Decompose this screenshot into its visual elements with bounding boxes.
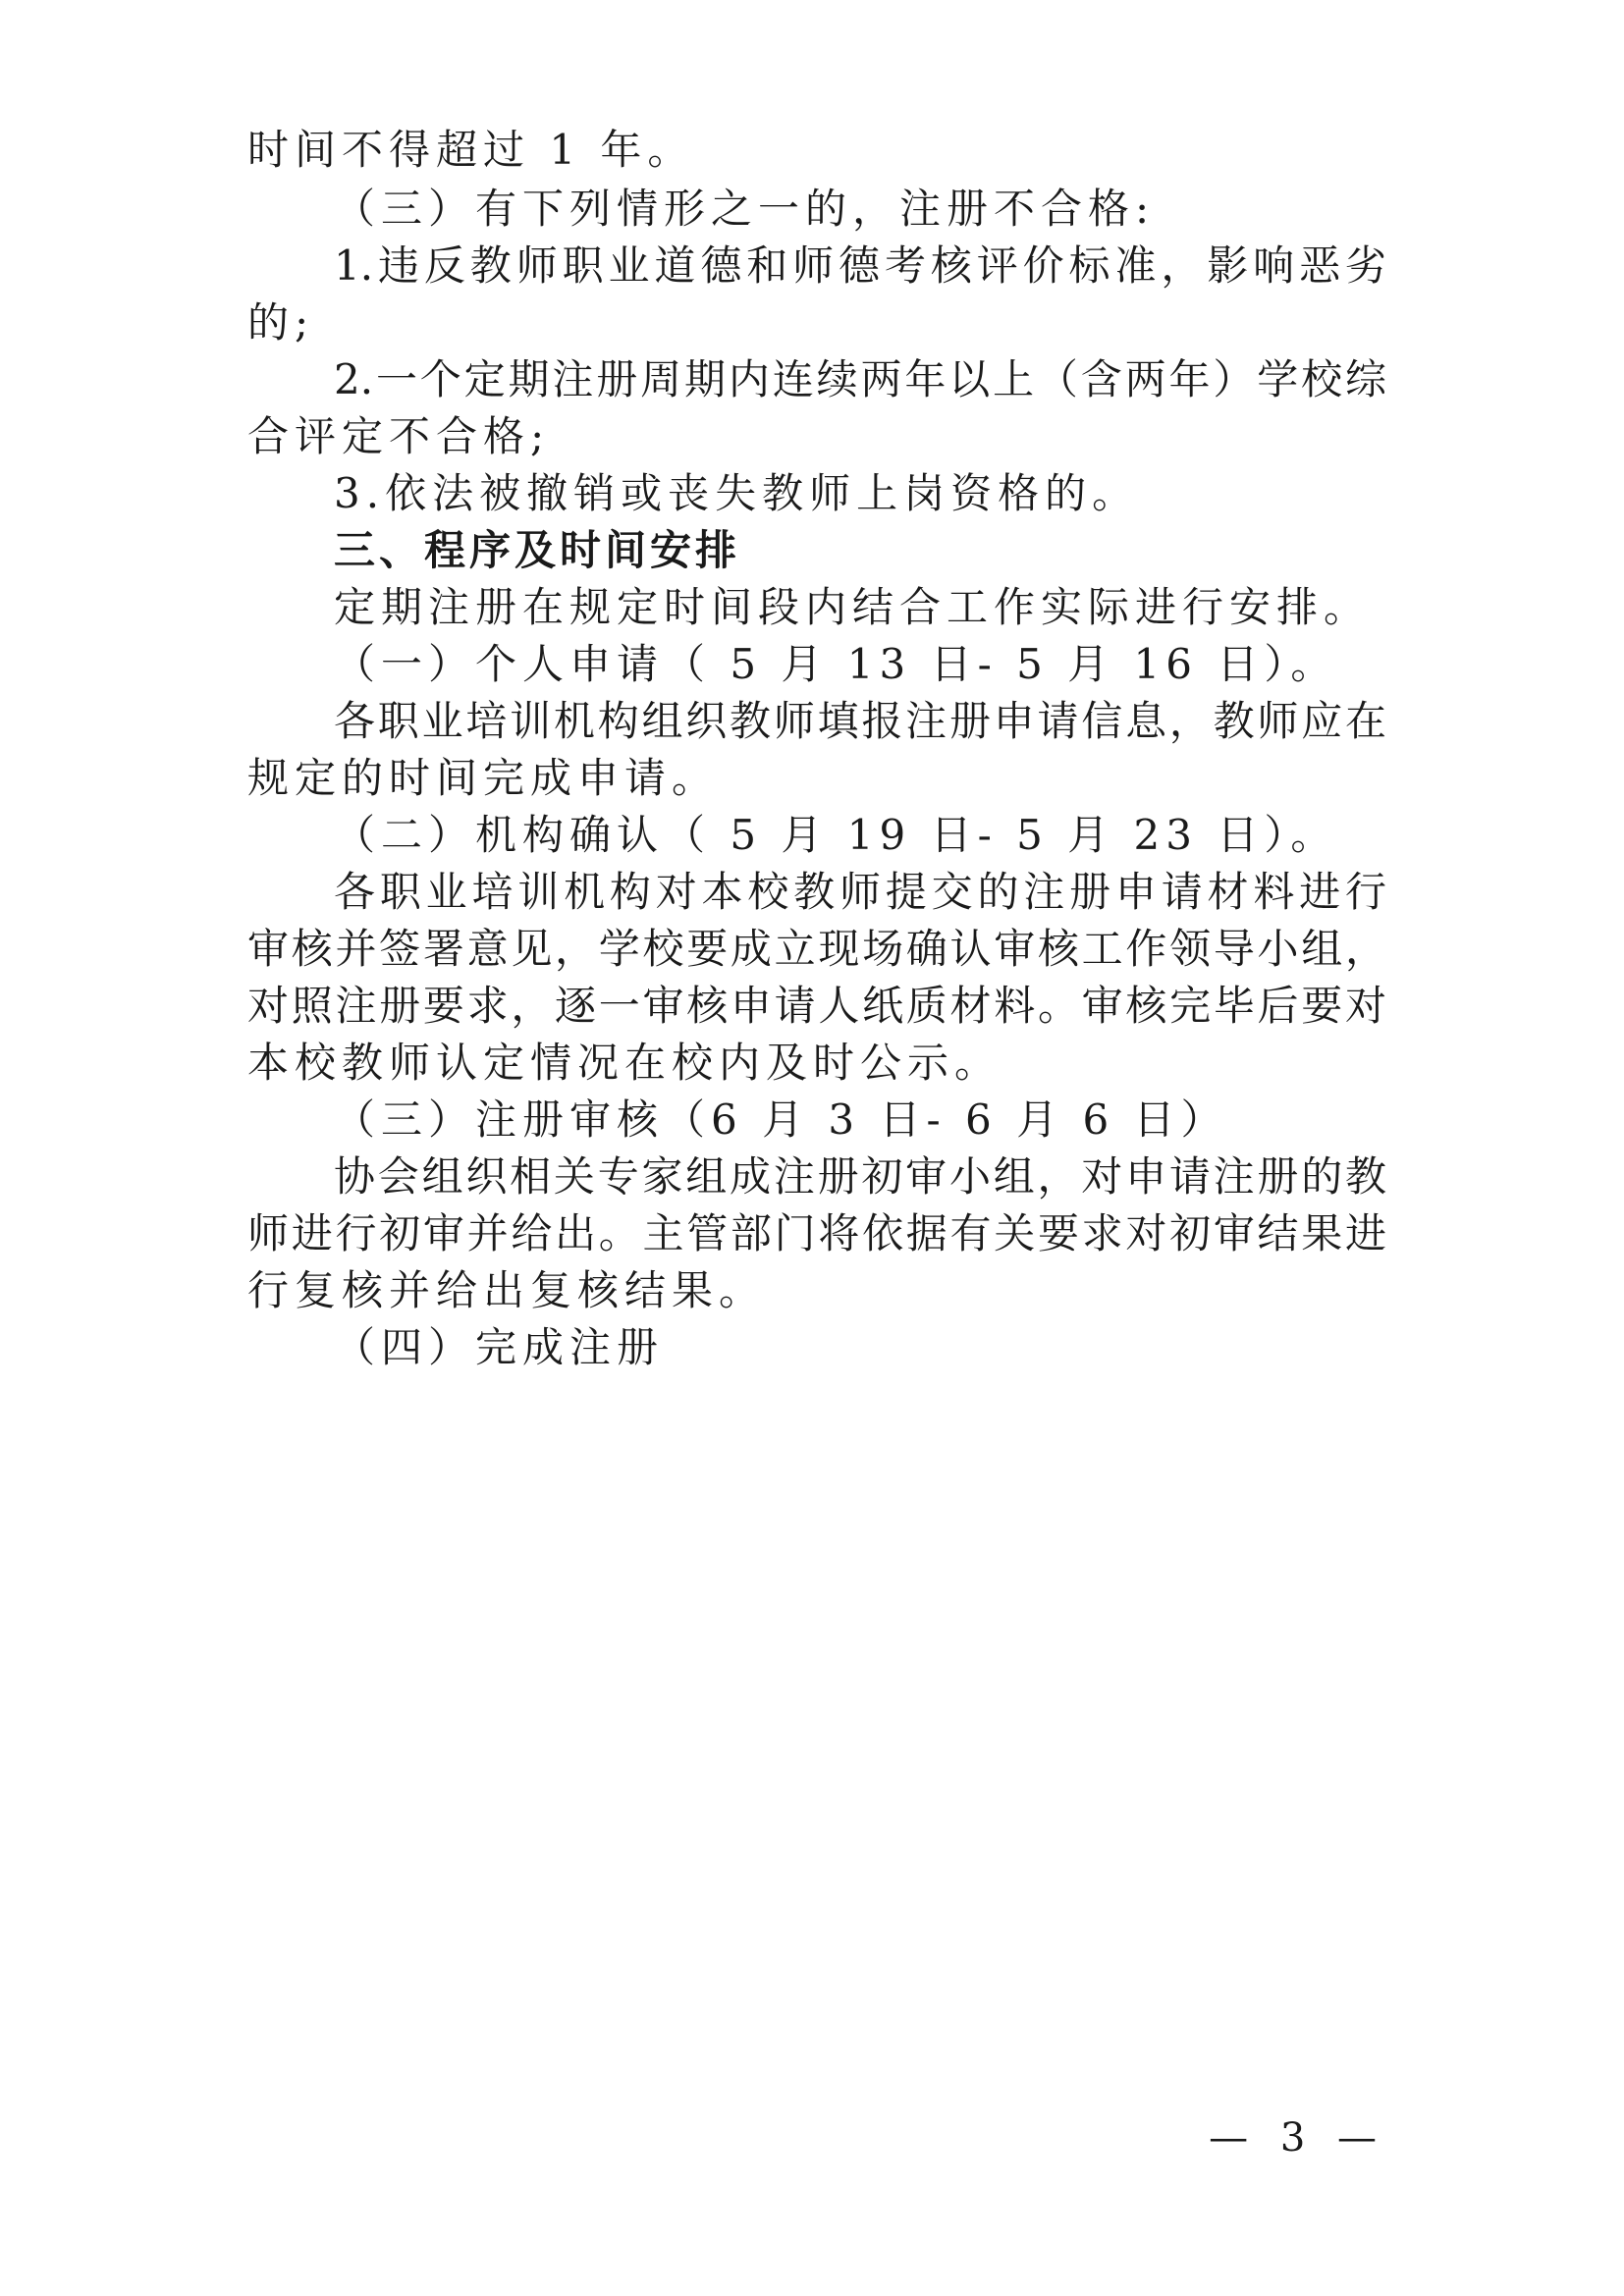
section-heading-procedure: 三、程序及时间安排 [334,526,741,574]
subheading-complete-registration: （四）完成注册 [334,1323,665,1371]
subheading-personal-application: （一）个人申请（ 5 月 13 日- 5 月 16 日）。 [334,640,1338,688]
paragraph-line: 审核并签署意见，学校要成立现场确认审核工作领导小组， [247,925,1386,973]
paragraph-line: 协会组织相关专家组成注册初审小组，对申请注册的教 [334,1152,1386,1201]
paragraph-line: 师进行初审并给出。主管部门将依据有关要求对初审结果进 [247,1209,1386,1257]
paragraph-line: 时间不得超过 1 年。 [247,126,695,174]
list-item-1: 1.违反教师职业道德和师德考核评价标准，影响恶劣 [334,241,1386,290]
paragraph-line: 的; [247,298,315,347]
subheading-institution-confirmation: （二）机构确认（ 5 月 19 日- 5 月 23 日）。 [334,811,1338,859]
paragraph-line: 定期注册在规定时间段内结合工作实际进行安排。 [334,583,1372,631]
list-item-2: 2.一个定期注册周期内连续两年以上（含两年）学校综 [334,355,1386,403]
paragraph-line: 行复核并给出复核结果。 [247,1266,767,1314]
subheading-registration-failure: （三）有下列情形之一的，注册不合格: [334,185,1156,233]
paragraph-line: 各职业培训机构组织教师填报注册申请信息，教师应在 [334,697,1386,745]
paragraph-line: 本校教师认定情况在校内及时公示。 [247,1039,1002,1087]
paragraph-line: 各职业培训机构对本校教师提交的注册申请材料进行 [334,868,1386,916]
paragraph-line: 合评定不合格; [247,412,551,460]
paragraph-line: 对照注册要求，逐一审核申请人纸质材料。审核完毕后要对 [247,982,1386,1030]
paragraph-line: 规定的时间完成申请。 [247,754,720,802]
page-number: — 3 — [1209,2115,1386,2161]
list-item-3: 3.依法被撤销或丧失教师上岗资格的。 [334,469,1140,517]
subheading-registration-review: （三）注册审核（6 月 3 日- 6 月 6 日） [334,1095,1228,1144]
